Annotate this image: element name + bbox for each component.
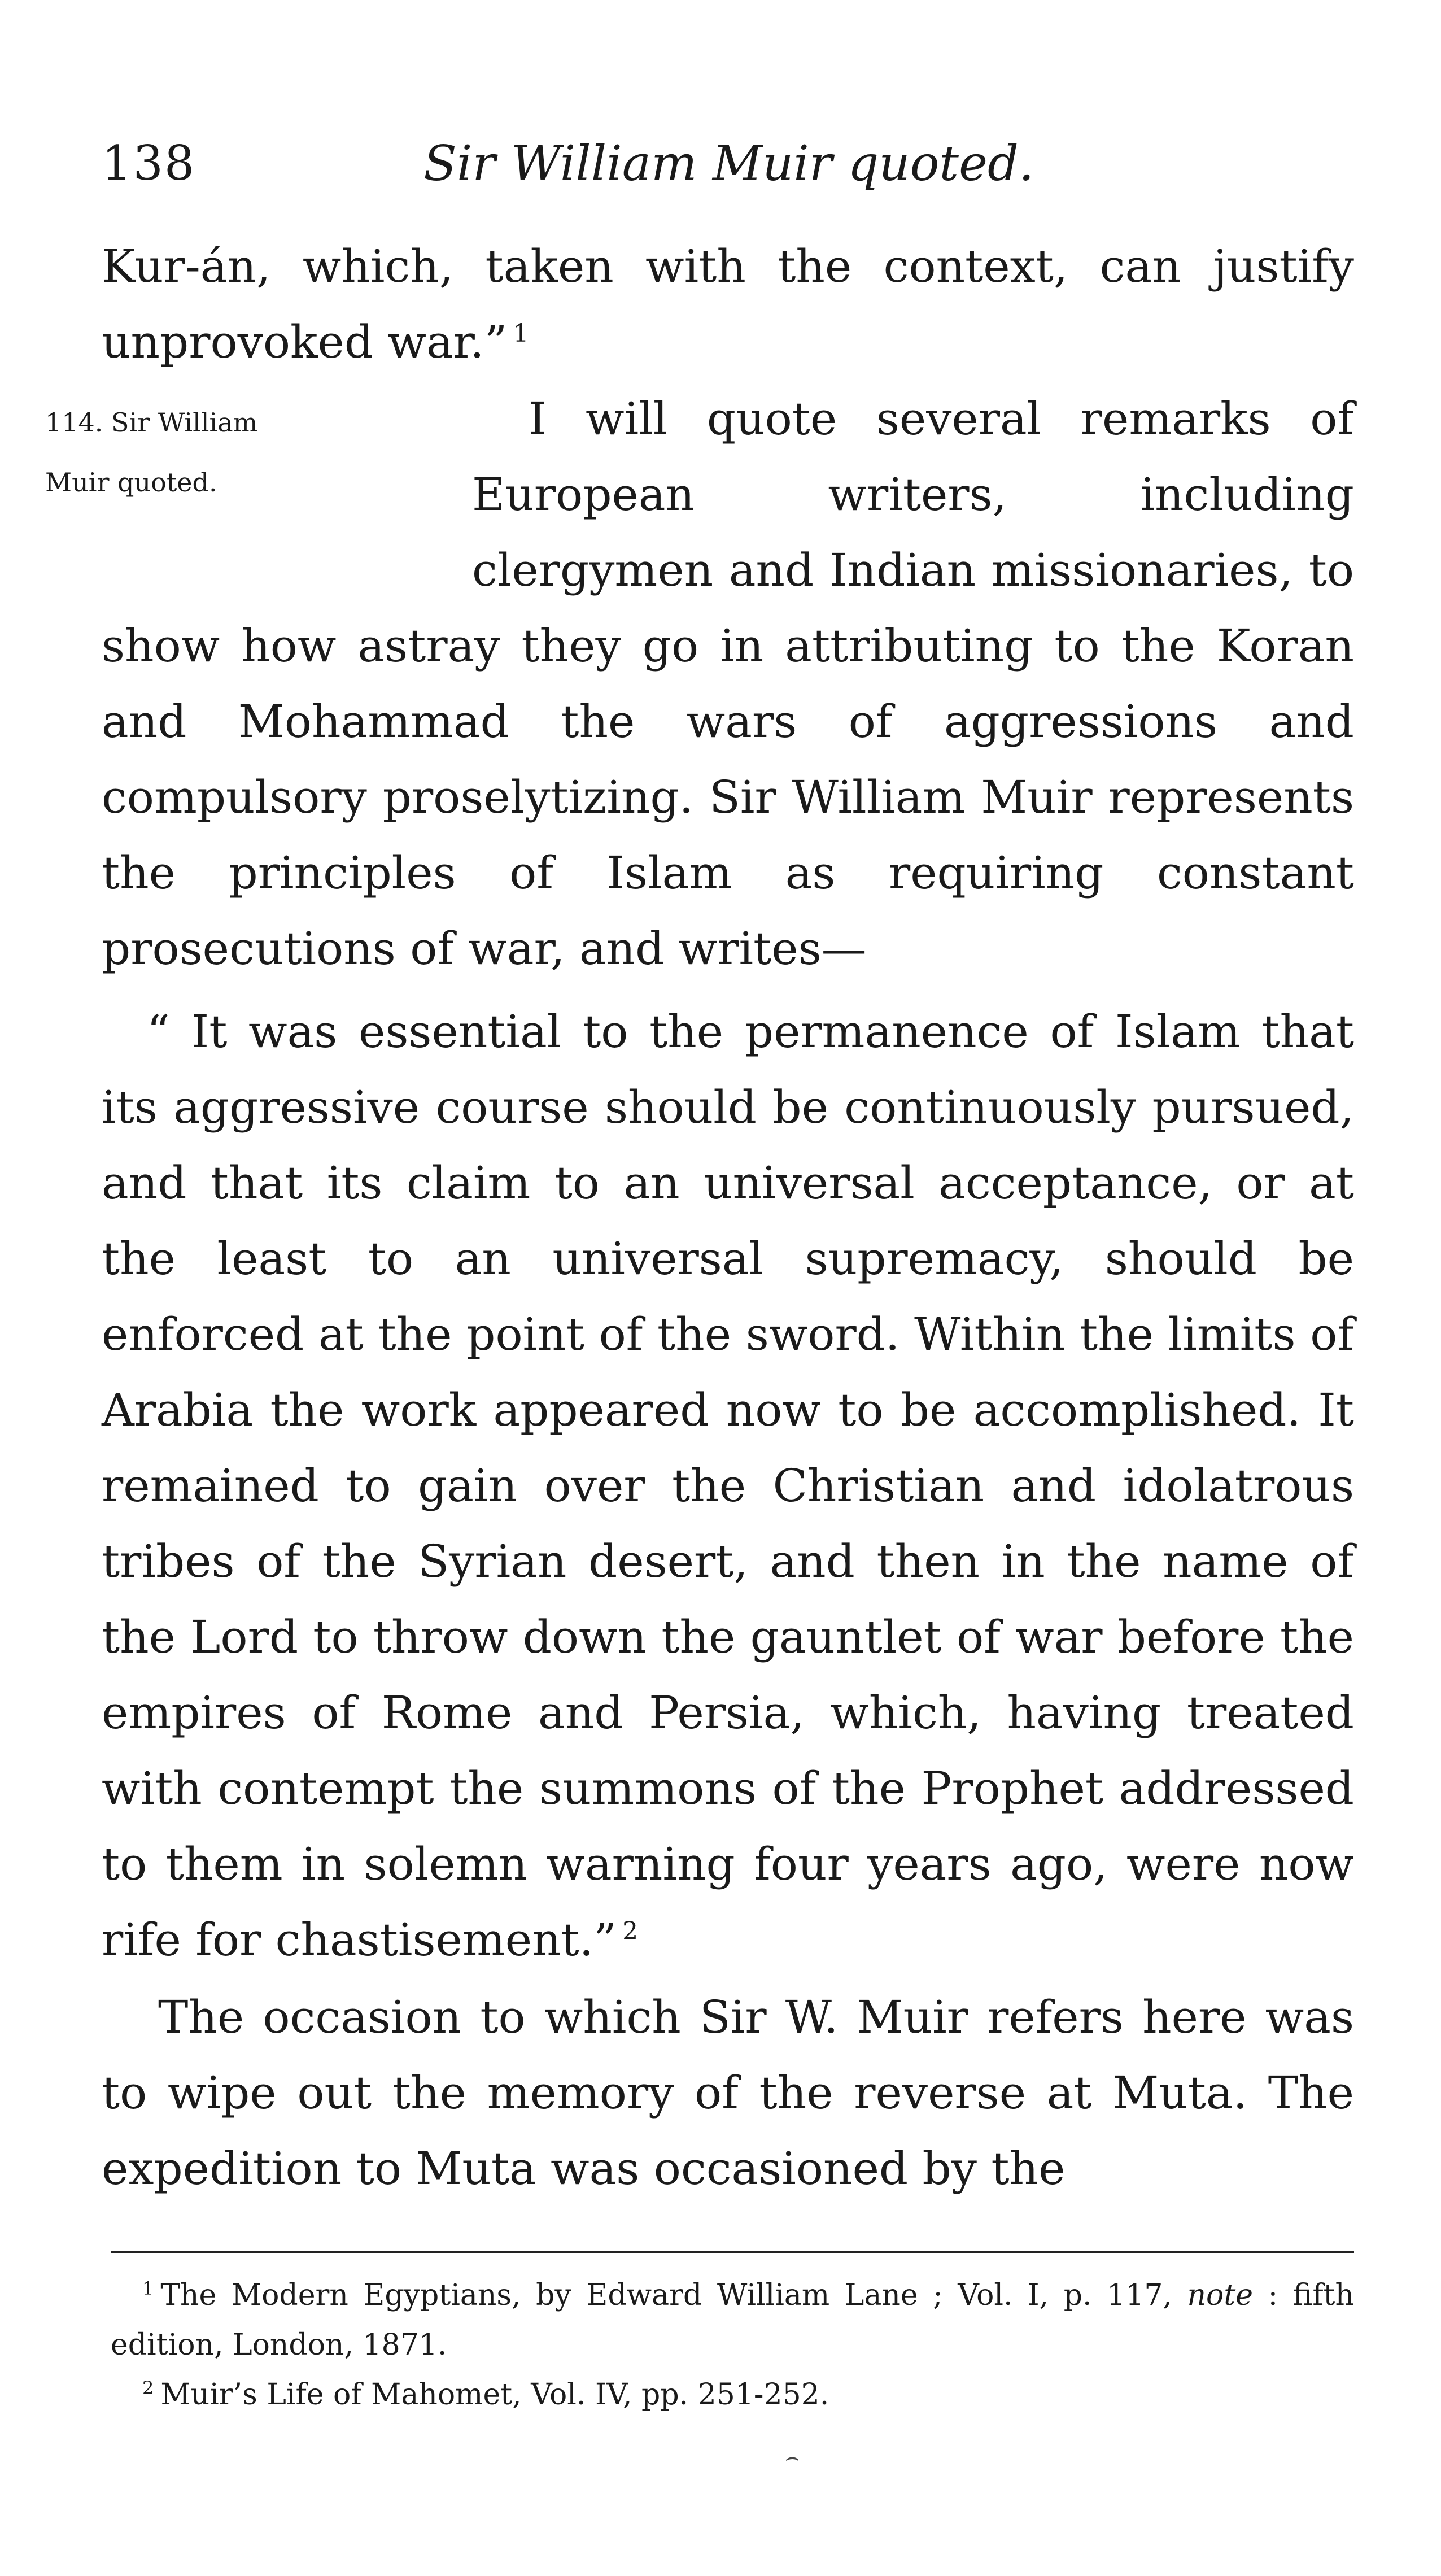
footnote-ref-2: 2: [622, 1917, 639, 1946]
paragraph-2: [45, 381, 1354, 987]
footnote-2: [111, 2370, 1354, 2420]
paragraph-1-text: Kur-án, which, taken with the context, can justify unprovoked war.”: [102, 240, 1354, 368]
footnote-1-text-after: : fifth edition, London, 1871.: [111, 2278, 1355, 2362]
printer-mark: ⌢: [785, 2444, 800, 2470]
paragraph-1: [102, 229, 1354, 380]
paragraph-3-text: “ It was essential to the permanence of Islam that its aggressive course should be continuously pursued, and that its claim to an universal acceptance, or at the least to an universal supremacy, should be enforced at the point of the sword. Within the limits of Arabia the work appeared now to be accomplished. It remained to gain over the Christian and idolatrous tribes of the Syrian desert, and then in the name of the Lord to throw down the gauntlet of war before the empires of Rome and Persia, which, having treated with contempt the summons of the Prophet addressed to them in solemn warning four years ago, were now rife for chastisement.”: [102, 1005, 1354, 1966]
marginal-note-line-2: Muir quoted.: [45, 467, 217, 498]
footnote-divider: [111, 2251, 1354, 2253]
running-head: Sir William Muir quoted.: [423, 136, 1034, 192]
footnotes: [111, 2270, 1354, 2420]
paragraph-2-text: I will quote several remarks of European writers, including clergymen and Indian missionaries, to show how astray they go in attributing to the Koran and Mohammad the wars of aggressions and compulsory proselytizing. Sir William Muir represents the principles of Islam as requiring constant prosecutions of war, and writes—: [102, 393, 1354, 975]
marginal-note-number: 114.: [45, 407, 103, 438]
page-number: 138: [102, 136, 196, 191]
paragraph-4: [102, 1980, 1354, 2207]
footnote-ref-1: 1: [513, 319, 529, 348]
footnote-1-mark: 1: [142, 2277, 154, 2299]
footnote-1-text-before: The Modern Egyptians, by Edward William Lane ; Vol. I, p. 117,: [160, 2278, 1172, 2312]
page-header: [102, 136, 1355, 203]
footnote-1: [111, 2270, 1354, 2370]
footnote-2-mark: 2: [142, 2377, 154, 2399]
paragraph-4-text: The occasion to which Sir W. Muir refers here was to wipe out the memory of the reverse at Muta. The expedition to Muta was occasioned by the: [102, 1991, 1354, 2195]
paragraph-3-quotation: [102, 994, 1354, 1978]
footnote-1-note-word: note: [1187, 2278, 1253, 2312]
footnote-2-text: Muir’s Life of Mahomet, Vol. IV, pp. 251-252.: [160, 2378, 829, 2412]
marginal-note: [45, 381, 463, 545]
marginal-note-line-1: Sir William: [111, 407, 258, 438]
